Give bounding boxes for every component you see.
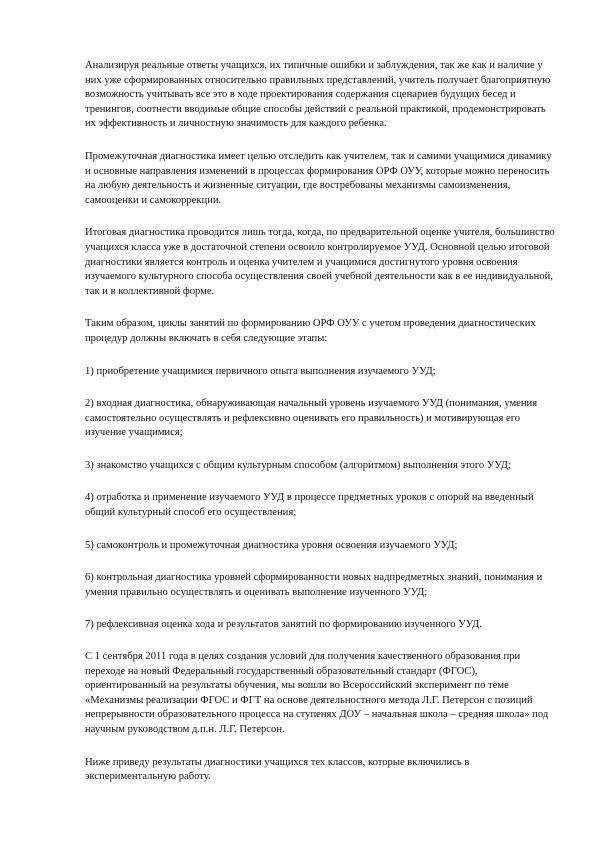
- list-item-stage-5: 5) самоконтроль и промежуточная диагностика уровня освоения изучаемого УУД;: [85, 539, 458, 551]
- paragraph-final-diagnostics: Итоговая диагностика проводится лишь тогда, когда, по предварительной оценке учителя, большинство учащихся класса уже в достаточной степени освоило контролируемое УУД. Основной целью итоговой диагностики является контроль и оценка учителем и учащимися достигнутого уровня освоения изучаемого культурного способа осуществления своей учебной деятельности как в ее индивидуальной, так и в коллективной форме.: [85, 227, 555, 297]
- list-item-stage-1: 1) приобретение учащимися первичного опыта выполнения изучаемого УУД;: [85, 365, 436, 377]
- list-item-stage-2: 2) входная диагностика, обнаруживающая начальный уровень изучаемого УУД (понимания, умения самостоятельно осуществлять и рефлексивно оценивать его правильность) и мотивирующая его изучение учащимися;: [85, 398, 538, 439]
- paragraph-analysis: Анализируя реальные ответы учащихся, их типичные ошибки и заблуждения, так же как и наличие у них уже сформированных относительно правильных представлений, учитель получает благоприятную возможность учитывать все это в ходе проектирования содержания сценариев будущих бесед и тренингов, соотнести вводимые общие способы действий с реальной практикой, продемонстрировать их эффективность и личностную значимость для каждого ребенка.: [85, 60, 551, 130]
- list-item-stage-7: 7) рефлексивная оценка хода и результатов занятий по формированию изученного УУД.: [85, 619, 483, 631]
- list-item-stage-3: 3) знакомство учащихся с общим культурным способом (алгоритмом) выполнения этого УУД;: [85, 459, 511, 471]
- list-item-stage-4: 4) отработка и применение изучаемого УУД в процессе предметных уроков с опорой на введенный общий культурный способ его осуществления;: [85, 492, 534, 519]
- paragraph-stages-intro: Таким образом, циклы занятий по формированию ОРФ ОУУ с учетом проведения диагностических процедур должны включать в себя следующие этапы:: [85, 318, 536, 344]
- list-item-stage-6: 6) контрольная диагностика уровней сформированности новых надпредметных знаний, понимания и умения правильно осуществлять и оценивать выполнение изученного УУД;: [85, 572, 543, 598]
- paragraph-experiment: С 1 сентября 2011 года в целях создания условий для получения качественного образования при переходе на новый Федеральный государственный образовательный стандарт (ФГОС), ориентированный на результаты обучения, мы вошли во Всероссийский эксперимент по теме «Механизмы реализации ФГОС и ФГТ на основе деятельностного метода Л.Г. Петерсон с позиций непрерывности образовательного процесса на ступенях ДОУ – начальная школа – средняя школа» под научным руководством д.п.н. Л.Г. Петерсон.: [85, 651, 549, 735]
- paragraph-intermediate-diagnostics: Промежуточная диагностика имеет целью отследить как учителем, так и самими учащимися динамику и основные направления изменений в процессах формирования ОРФ ОУУ, которые можно переносить на любую деятельность и жизненные ситуации, где востребованы механизмы самоизменения, самооценки и самокоррекции.: [85, 150, 552, 206]
- paragraph-results-intro: Ниже приведу результаты диагностики учащихся тех классов, которые включились в экспериментальную работу.: [85, 756, 470, 783]
- document-page: [85, 59, 555, 803]
